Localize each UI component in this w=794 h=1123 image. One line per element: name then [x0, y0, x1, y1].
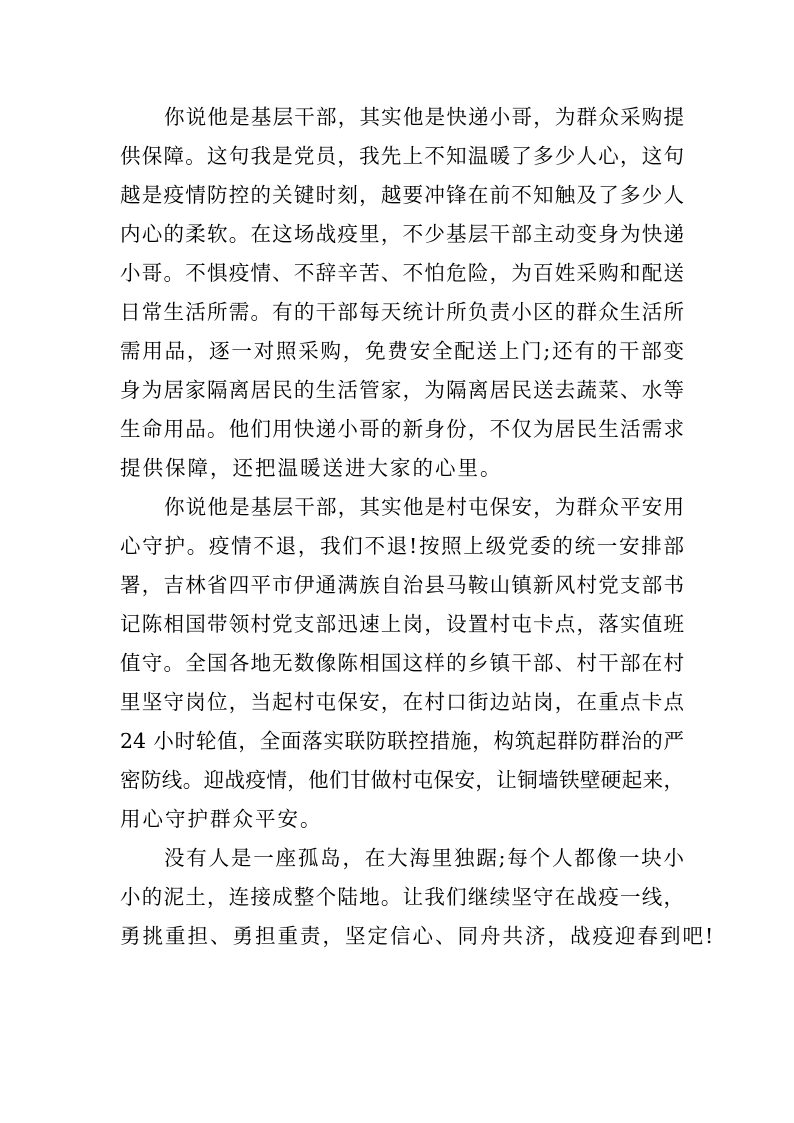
- paragraph-line: 越是疫情防控的关键时刻，越要冲锋在前不知触及了多少人: [120, 183, 684, 207]
- paragraph-line: 需用品，逐一对照采购，免费安全配送上门;还有的干部变: [120, 339, 684, 363]
- paragraph-line: 密防线。迎战疫情，他们甘做村屯保安，让铜墙铁壁硬起来，: [120, 768, 684, 792]
- paragraph-line: 值守。全国各地无数像陈相国这样的乡镇干部、村干部在村: [120, 651, 684, 675]
- paragraph-line: 心守护。疫情不退，我们不退!按照上级党委的统一安排部: [120, 534, 684, 558]
- paragraph-line: 内心的柔软。在这场战疫里，不少基层干部主动变身为快递: [120, 222, 684, 246]
- document-body: [120, 98, 716, 956]
- paragraph-line: 署，吉林省四平市伊通满族自治县马鞍山镇新风村党支部书: [120, 573, 684, 597]
- paragraph-line: 身为居家隔离居民的生活管家，为隔离居民送去蔬菜、水等: [120, 378, 684, 402]
- paragraph-line: 日常生活所需。有的干部每天统计所负责小区的群众生活所: [120, 300, 684, 324]
- paragraph-line: 勇挑重担、勇担重责，坚定信心、同舟共济，战疫迎春到吧!: [120, 924, 716, 948]
- paragraph-3: [120, 839, 716, 956]
- paragraph-line: 提供保障，还把温暖送进大家的心里。: [120, 456, 503, 480]
- paragraph-line: 你说他是基层干部，其实他是村屯保安，为群众平安用: [164, 495, 684, 519]
- paragraph-line: 你说他是基层干部，其实他是快递小哥，为群众采购提: [164, 105, 684, 129]
- paragraph-line: 小哥。不惧疫情、不辞辛苦、不怕危险，为百姓采购和配送: [120, 261, 684, 285]
- paragraph-line: 24 小时轮值，全面落实联防联控措施，构筑起群防群治的严: [120, 729, 684, 753]
- paragraph-line: 没有人是一座孤岛，在大海里独踞;每个人都像一块小: [164, 846, 684, 870]
- paragraph-line: 记陈相国带领村党支部迅速上岗，设置村屯卡点，落实值班: [120, 612, 684, 636]
- paragraph-line: 小的泥土，连接成整个陆地。让我们继续坚守在战疫一线，: [120, 885, 684, 909]
- paragraph-line: 里坚守岗位，当起村屯保安，在村口街边站岗，在重点卡点: [120, 690, 684, 714]
- paragraph-2: [120, 488, 684, 839]
- paragraph-line: 生命用品。他们用快递小哥的新身份，不仅为居民生活需求: [120, 417, 684, 441]
- paragraph-line: 用心守护群众平安。: [120, 807, 323, 831]
- paragraph-line: 供保障。这句我是党员，我先上不知温暖了多少人心，这句: [120, 144, 684, 168]
- paragraph-1: [120, 98, 684, 488]
